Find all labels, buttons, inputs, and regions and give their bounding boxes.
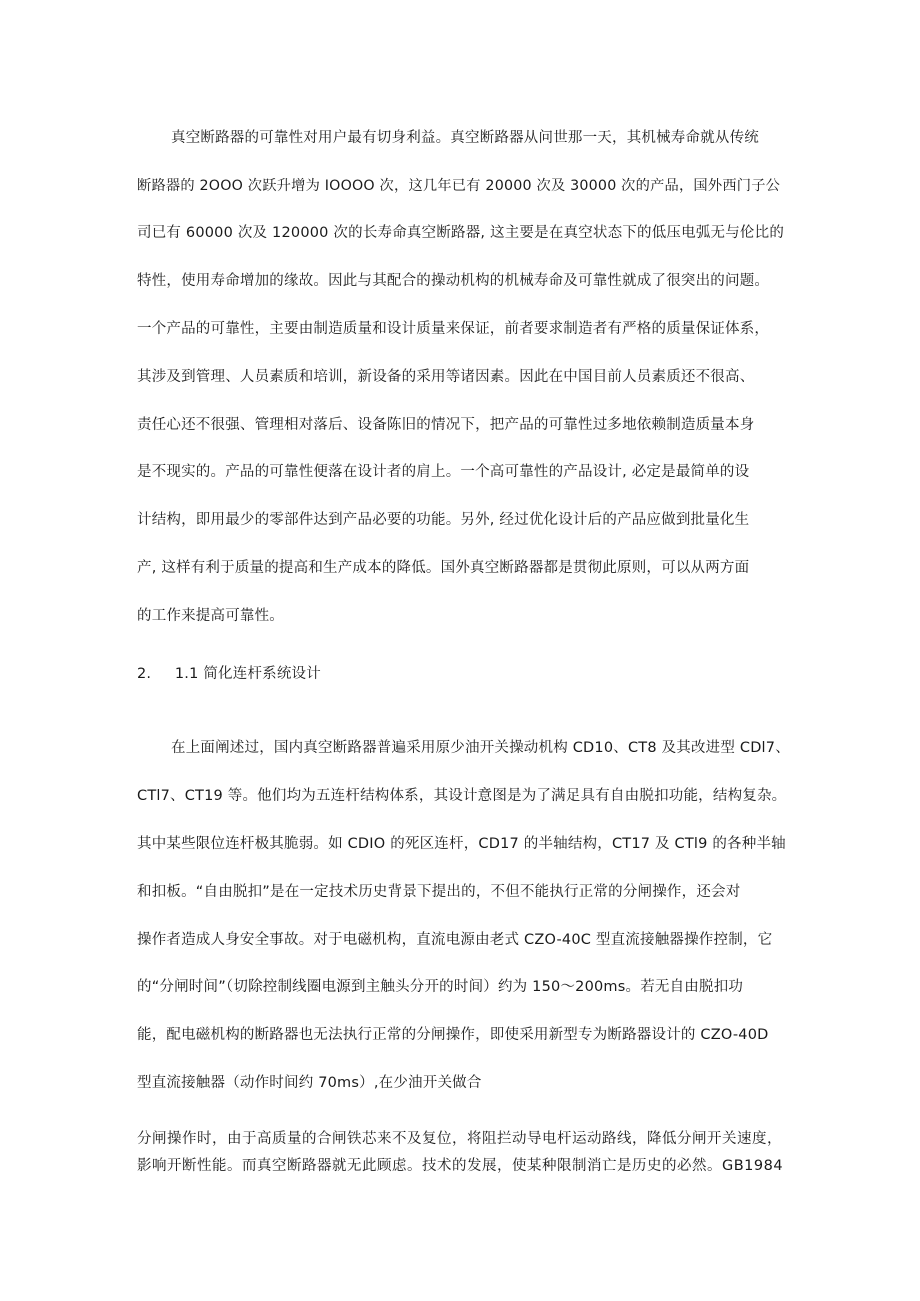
- section-heading-title: 1.1 简化连杆系统设计: [174, 666, 321, 682]
- paragraph-2-line-8: 型直流接触器（动作时间约 70ms）,在少油开关做合: [137, 1075, 482, 1091]
- section-heading-number: 2.: [137, 666, 152, 682]
- section-heading: [137, 664, 321, 684]
- paragraph-2-line-1: 在上面阐述过，国内真空断路器普遍采用原少油开关操动机构 CD10、CT8 及其改进型 CDl7、: [171, 740, 790, 756]
- paragraph-1-line-10: 产, 这样有利于质量的提高和生产成本的降低。国外真空断路器都是贯彻此原则，可以从两方面: [137, 560, 750, 576]
- paragraph-2-line-5: 操作者造成人身安全事故。对于电磁机构，直流电源由老式 CZO-40C 型直流接触器操作控制，它: [137, 932, 773, 948]
- paragraph-2-line-3: 其中某些限位连杆极其脆弱。如 CDIO 的死区连杆，CD17 的半轴结构，CT17 及 CTl9 的各种半轴: [137, 836, 786, 852]
- paragraph-1-line-11: 的工作来提高可靠性。: [137, 608, 284, 624]
- paragraph-1-line-4: 特性，使用寿命增加的缘故。因此与其配合的操动机构的机械寿命及可靠性就成了很突出的问题。: [137, 273, 770, 289]
- paragraph-1-line-5: 一个产品的可靠性，主要由制造质量和设计质量来保证，前者要求制造者有严格的质量保证体系，: [137, 321, 770, 337]
- paragraph-2-line-6: 的“分闸时间”（切除控制线圈电源到主触头分开的时间）约为 150～200ms。若无自由脱扣功: [137, 979, 744, 995]
- paragraph-1-line-3: 司已有 60000 次及 120000 次的长寿命真空断路器, 这主要是在真空状态下的低压电弧无与伦比的: [137, 225, 785, 241]
- paragraph-1-line-1: 真空断路器的可靠性对用户最有切身利益。真空断路器从问世那一天，其机械寿命就从传统: [171, 130, 759, 146]
- paragraph-3-line-1: 分闸操作时，由于高质量的合闸铁芯来不及复位，将阻拦动导电杆运动路线，降低分闸开关速度，: [137, 1131, 782, 1147]
- paragraph-3-line-2: 影响开断性能。而真空断路器就无此顾虑。技术的发展，使某种限制消亡是历史的必然。GB1984: [137, 1158, 784, 1174]
- paragraph-2-line-7: 能，配电磁机构的断路器也无法执行正常的分闸操作，即使采用新型专为断路器设计的 CZO-40D: [137, 1027, 769, 1043]
- paragraph-2-line-2: CTl7、CT19 等。他们均为五连杆结构体系，其设计意图是为了满足具有自由脱扣功能，结构复杂。: [137, 788, 787, 804]
- paragraph-1-line-7: 责任心还不很强、管理相对落后、设备陈旧的情况下，把产品的可靠性过多地依赖制造质量本身: [137, 417, 755, 433]
- paragraph-1-line-8: 是不现实的。产品的可靠性便落在设计者的肩上。一个高可靠性的产品设计, 必定是最简单的设: [137, 464, 750, 480]
- paragraph-1-line-9: 计结构，即用最少的零部件达到产品必要的功能。另外, 经过优化设计后的产品应做到批量化生: [137, 512, 750, 528]
- paragraph-2-line-4: 和扣板。“自由脱扣”是在一定技术历史背景下提出的，不但不能执行正常的分闸操作，还会对: [137, 884, 741, 900]
- paragraph-1-line-2: 断路器的 2OOO 次跃升增为 IOOOO 次，这几年已有 20000 次及 30000 次的产品，国外西门子公: [137, 178, 781, 194]
- paragraph-1-line-6: 其涉及到管理、人员素质和培训，新设备的采用等诸因素。因此在中国目前人员素质还不很高、: [137, 369, 755, 385]
